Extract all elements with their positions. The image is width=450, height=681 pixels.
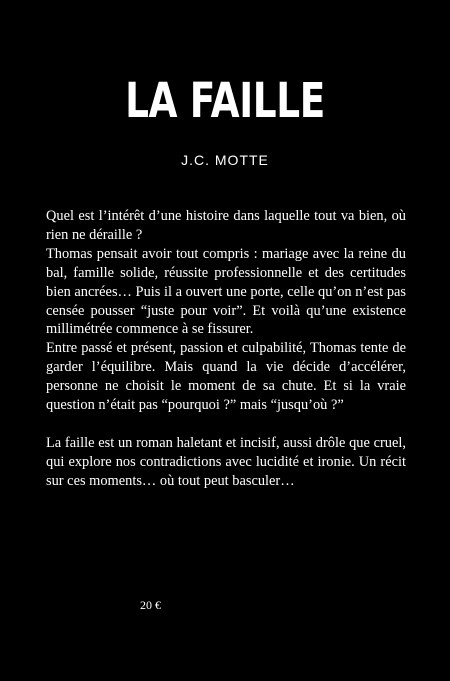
blurb-paragraph-1: Quel est l’intérêt d’une histoire dans laquelle tout va bien, où rien ne déraille ? [46, 208, 406, 243]
blurb-paragraph-2: Thomas pensait avoir tout compris : mariage avec la reine du bal, famille solide, réussite professionnelle et des certitudes bien ancrées… Puis il a ouvert une porte, celle qu’on n’est pas censée pousser “juste pour voir”. Et voilà qu’une existence millimétrée commence à se fissurer. [46, 245, 406, 338]
blurb [46, 207, 406, 491]
author-name: J.C. MOTTE [181, 152, 269, 168]
price-label: 20 € [140, 598, 161, 612]
book-title: LA FAILLE [125, 73, 325, 129]
blurb-paragraph-3: Entre passé et présent, passion et culpabilité, Thomas tente de garder l’équilibre. Mais quand la vie décide d’accélérer, personne ne choisit le moment de sa chute. Et si la vraie question n’était pas “pourquoi ?” mais “jusqu’où ?” [46, 340, 406, 414]
blurb-paragraph-4: La faille est un roman haletant et incisif, aussi drôle que cruel, qui explore nos contradictions avec lucidité et ironie. Un récit sur ces moments… où tout peut basculer… [46, 434, 406, 489]
